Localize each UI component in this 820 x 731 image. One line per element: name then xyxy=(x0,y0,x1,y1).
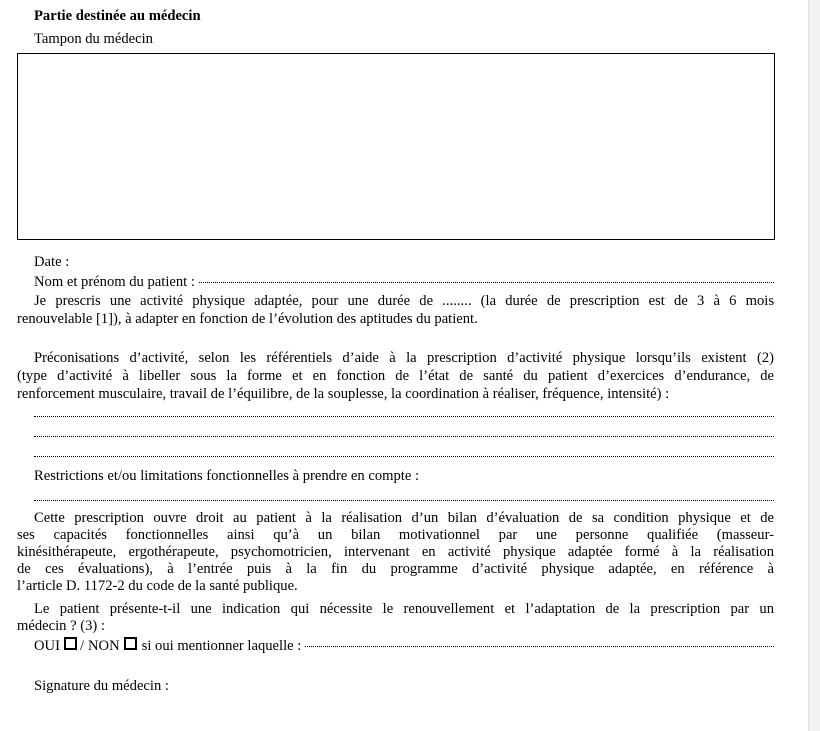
evaluation-line-5: l’article D. 1172-2 du code de la santé publique. xyxy=(17,578,298,594)
recommendations-field-2[interactable] xyxy=(34,436,774,437)
restrictions-label: Restrictions et/ou limitations fonctionnelles à prendre en compte : xyxy=(34,468,420,484)
evaluation-line-4: de ces évaluations), à l’entrée puis à la fin du programme d’activité physique adaptée, en référence à xyxy=(17,561,774,577)
recommendations-field-3[interactable] xyxy=(34,456,774,457)
stamp-label: Tampon du médecin xyxy=(34,31,153,47)
page-edge xyxy=(808,0,820,731)
duration-field[interactable]: ........ xyxy=(442,293,472,309)
date-label: Date : xyxy=(34,254,70,270)
non-checkbox[interactable] xyxy=(124,637,137,650)
recommendations-line-2: (type d’activité à libeller sous la forme et en fonction de l’état de santé du patient d’exercices d’endurance, de xyxy=(17,368,774,384)
mention-field[interactable] xyxy=(305,646,774,647)
mention-label: si oui mentionner laquelle : xyxy=(141,638,302,654)
evaluation-line-1: Cette prescription ouvre droit au patient à la réalisation d’un bilan d’évaluation de sa condition physique et de xyxy=(34,510,774,526)
oui-label: OUI xyxy=(34,638,60,654)
doctor-stamp-box[interactable] xyxy=(17,53,775,240)
recommendations-line-3: renforcement musculaire, travail de l’équilibre, de la souplesse, la coordination à réaliser, fréquence, intensité) : xyxy=(17,386,670,402)
answer-separator: / xyxy=(79,638,85,654)
evaluation-line-3: kinésithérapeute, ergothérapeute, psychomotricien, intervenant en activité physique adaptée formé à la réalisation xyxy=(17,544,774,560)
section-title: Partie destinée au médecin xyxy=(34,8,201,24)
evaluation-line-2: ses capacités fonctionnelles ainsi qu’à un bilan motivationnel par une personne qualifiée (masseur- xyxy=(17,527,774,543)
recommendations-line-1: Préconisations d’activité, selon les référentiels d’aide à la prescription d’activité physique lorsqu’ils existent (2) xyxy=(34,350,774,366)
non-label: NON xyxy=(88,638,120,654)
patient-name-field[interactable] xyxy=(199,282,774,283)
renewal-question-line-1: Le patient présente-t-il une indication qui nécessite le renouvellement et l’adaptation de la prescription par un xyxy=(34,601,774,617)
patient-name-label: Nom et prénom du patient : xyxy=(34,274,195,290)
renewal-question-line-2: médecin ? (3) : xyxy=(17,618,105,634)
restrictions-field[interactable] xyxy=(34,500,774,501)
recommendations-field-1[interactable] xyxy=(34,416,774,417)
renewal-answer-row xyxy=(34,637,774,655)
signature-label: Signature du médecin : xyxy=(34,678,169,694)
prescription-line-2: renouvelable [1]), à adapter en fonction de l’évolution des aptitudes du patient. xyxy=(17,311,478,327)
patient-name-row xyxy=(34,273,774,291)
prescription-text-end: (la durée de prescription est de 3 à 6 mois xyxy=(480,293,774,309)
oui-checkbox[interactable] xyxy=(64,637,77,650)
prescription-text-start: Je prescris une activité physique adaptée, pour une durée de xyxy=(34,293,434,309)
prescription-line-1 xyxy=(34,292,774,310)
